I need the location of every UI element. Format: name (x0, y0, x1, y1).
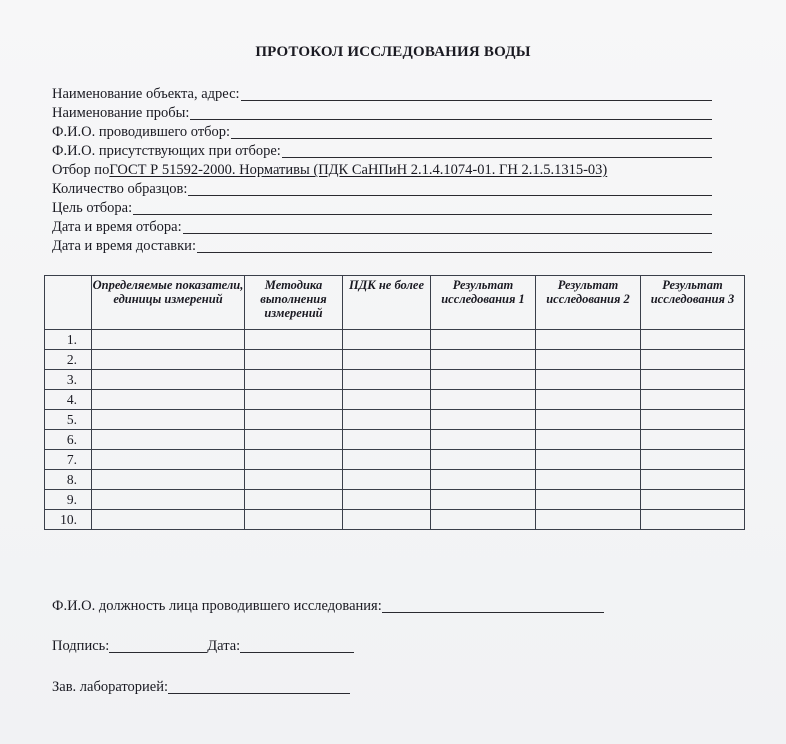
field-sampler-name-label: Ф.И.О. проводившего отбор: (52, 124, 231, 140)
table-header-row (45, 276, 745, 330)
table-cell[interactable] (92, 510, 245, 530)
table-cell[interactable] (343, 490, 431, 510)
table-cell[interactable] (536, 410, 641, 430)
field-delivery-datetime-line[interactable] (197, 237, 712, 253)
table-cell[interactable] (245, 330, 343, 350)
table-cell[interactable] (245, 350, 343, 370)
table-cell[interactable] (536, 490, 641, 510)
table-cell[interactable] (92, 470, 245, 490)
field-present-names-line[interactable] (282, 142, 712, 158)
table-cell[interactable] (431, 470, 536, 490)
row-number: 1. (45, 330, 92, 350)
table-cell[interactable] (536, 370, 641, 390)
table-cell[interactable] (245, 370, 343, 390)
field-sample-count (52, 179, 712, 198)
field-delivery-datetime (52, 236, 712, 255)
header-indicators: Определяемые показатели, единицы измерений (92, 276, 245, 330)
footer-lab-head (52, 677, 350, 696)
table-cell[interactable] (245, 490, 343, 510)
table-cell[interactable] (92, 430, 245, 450)
table-cell[interactable] (92, 450, 245, 470)
field-sampling-datetime-label: Дата и время отбора: (52, 219, 182, 235)
table-cell[interactable] (641, 410, 745, 430)
table-cell[interactable] (92, 390, 245, 410)
table-cell[interactable] (431, 370, 536, 390)
table-cell[interactable] (536, 470, 641, 490)
field-sampling-by (52, 160, 712, 179)
footer-signature-label: Подпись: (52, 638, 110, 654)
table-cell[interactable] (245, 510, 343, 530)
field-sampling-purpose-line[interactable] (133, 199, 712, 215)
table-cell[interactable] (536, 390, 641, 410)
row-number: 3. (45, 370, 92, 390)
table-cell[interactable] (536, 430, 641, 450)
table-cell[interactable] (245, 410, 343, 430)
table-cell[interactable] (343, 450, 431, 470)
footer-signature-row (52, 636, 354, 655)
table-row (45, 410, 745, 430)
field-sample-name-line[interactable] (190, 104, 712, 120)
results-table (44, 275, 745, 530)
field-sampling-by-prefix: Отбор по (52, 162, 110, 178)
header-number (45, 276, 92, 330)
field-object-name (52, 84, 712, 103)
table-cell[interactable] (343, 330, 431, 350)
row-number: 5. (45, 410, 92, 430)
field-sample-name-label: Наименование пробы: (52, 105, 190, 121)
field-sampling-by-standard: ГОСТ Р 51592-2000. Нормативы (ПДК СаНПиН 2.1.4.1074-01. ГН 2.1.5.1315-03) (109, 162, 608, 178)
table-row (45, 350, 745, 370)
table-cell[interactable] (641, 330, 745, 350)
field-sampling-purpose (52, 198, 712, 217)
field-sampler-name-line[interactable] (231, 123, 712, 139)
table-cell[interactable] (343, 510, 431, 530)
header-result-1: Результат исследования 1 (431, 276, 536, 330)
table-cell[interactable] (641, 510, 745, 530)
table-cell[interactable] (431, 350, 536, 370)
table-cell[interactable] (431, 390, 536, 410)
table-cell[interactable] (431, 490, 536, 510)
table-cell[interactable] (343, 430, 431, 450)
row-number: 9. (45, 490, 92, 510)
row-number: 7. (45, 450, 92, 470)
field-sample-count-line[interactable] (188, 180, 712, 196)
field-sampling-datetime (52, 217, 712, 236)
table-cell[interactable] (245, 450, 343, 470)
field-present-names (52, 141, 712, 160)
footer-researcher-line[interactable] (382, 597, 604, 613)
footer-lab-head-line[interactable] (168, 678, 350, 694)
row-number: 2. (45, 350, 92, 370)
table-cell[interactable] (343, 410, 431, 430)
field-sampler-name (52, 122, 712, 141)
table-cell[interactable] (245, 390, 343, 410)
table-cell[interactable] (343, 350, 431, 370)
table-cell[interactable] (245, 430, 343, 450)
table-cell[interactable] (343, 390, 431, 410)
table-row (45, 510, 745, 530)
footer-lab-head-label: Зав. лабораторией: (52, 679, 169, 695)
header-result-3: Результат исследования 3 (641, 276, 745, 330)
field-delivery-datetime-label: Дата и время доставки: (52, 238, 196, 254)
row-number: 6. (45, 430, 92, 450)
footer-researcher-label: Ф.И.О. должность лица проводившего исследования: (52, 598, 382, 614)
field-sampling-purpose-label: Цель отбора: (52, 200, 133, 216)
table-cell[interactable] (92, 350, 245, 370)
table-cell[interactable] (92, 490, 245, 510)
table-row (45, 490, 745, 510)
table-row (45, 370, 745, 390)
table-cell[interactable] (641, 490, 745, 510)
field-present-names-label: Ф.И.О. присутствующих при отборе: (52, 143, 281, 159)
field-object-name-label: Наименование объекта, адрес: (52, 86, 240, 102)
footer-researcher (52, 596, 604, 615)
table-cell[interactable] (431, 510, 536, 530)
table-cell[interactable] (641, 430, 745, 450)
table-cell[interactable] (92, 410, 245, 430)
document-title: ПРОТОКОЛ ИССЛЕДОВАНИЯ ВОДЫ (255, 44, 531, 60)
header-result-2: Результат исследования 2 (536, 276, 641, 330)
table-row (45, 330, 745, 350)
field-sample-name (52, 103, 712, 122)
table-cell[interactable] (641, 350, 745, 370)
footer-date-label: Дата: (207, 638, 241, 654)
table-cell[interactable] (92, 330, 245, 350)
header-method: Методика выполнения измерений (245, 276, 343, 330)
table-cell[interactable] (641, 450, 745, 470)
table-cell[interactable] (641, 470, 745, 490)
table-row (45, 390, 745, 410)
table-cell[interactable] (343, 370, 431, 390)
table-cell[interactable] (431, 410, 536, 430)
row-number: 8. (45, 470, 92, 490)
row-number: 10. (45, 510, 92, 530)
table-cell[interactable] (431, 450, 536, 470)
field-sample-count-label: Количество образцов: (52, 181, 188, 197)
footer-signature-line[interactable] (109, 637, 207, 653)
field-object-name-line[interactable] (241, 85, 712, 101)
table-cell[interactable] (343, 470, 431, 490)
table-row (45, 470, 745, 490)
table-cell[interactable] (536, 350, 641, 370)
table-cell[interactable] (431, 430, 536, 450)
table-cell[interactable] (536, 510, 641, 530)
table-cell[interactable] (641, 370, 745, 390)
table-cell[interactable] (641, 390, 745, 410)
table-cell[interactable] (245, 470, 343, 490)
table-row (45, 450, 745, 470)
header-pdk: ПДК не более (343, 276, 431, 330)
row-number: 4. (45, 390, 92, 410)
table-cell[interactable] (92, 370, 245, 390)
table-cell[interactable] (431, 330, 536, 350)
table-cell[interactable] (536, 450, 641, 470)
table-cell[interactable] (536, 330, 641, 350)
footer-date-line[interactable] (240, 637, 354, 653)
field-sampling-datetime-line[interactable] (183, 218, 712, 234)
table-row (45, 430, 745, 450)
